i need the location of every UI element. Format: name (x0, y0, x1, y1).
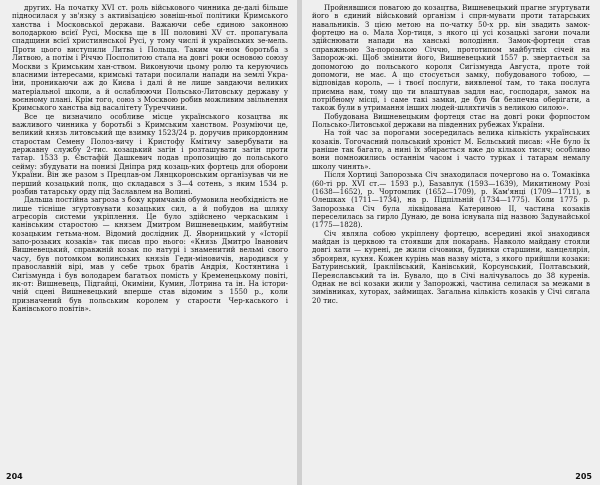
page-number: 204 (6, 472, 23, 481)
right-page-text (312, 4, 590, 468)
paragraph: Після Хортиці Запорозька Січ знаходилася почергово на о. Томаківка (60-ті рр. XVI ст.— 1593 р.), Базавлук (1593—1639), Микитиному Розі (1638—1652), р. Чортомлик (1652—1709), р. Кам'янці (1709—1711), в Олешках (1711—1734), на р. Підпільній (1734—1775). Коли 1775 р. Запорозька Січ була ліквідована Катериною II, частина козаків переселилась за гирло Дунаю, де вона існувала під назвою Задунайської (1775—1828). (312, 170, 590, 230)
paragraph: Пройнявшися повагою до козацтва, Вишневецький прагне згуртувати його в єдиний військовий організм і спря-мувати проти татарських навальників. З цією метою на по-чатку 50-х рр. він звадить замок-фортецю на о. Мала Хор-тиця, з якого ці усі козацькі загони почали здійснювати напади на ханські володіння. Замок-фортеця став справжньою За-порозькою Січчю, прототипом майбутніх січей на Запорож-жі. Щоб змінити його, Вишневецький 1557 р. звертається за допомогою до польського короля Сигізмунда Августа, проте той допомоги, не має. А що стосується замку, побудованого тобою, — відповідав король, — і твоєї послуги, виявленої там, то така послуга приємна нам, тому що ти влаштував задля нас, господаря, замок на потрібному місці, і саме такі замки, де був би безпечна оберігати, а також були в утримання інших людей-шляхтичів з великою силою». (312, 4, 590, 113)
left-page (0, 0, 298, 485)
paragraph: Все це визначило особливе місце українського козацтва як важливого чинника у боротьбі з Кримським ханством. Розуміючи це, великий князь литовський ще взимку 1523/24 р. доручив прикордонним старостам Семену Полоз-вичу і Кристофу Кмітичу завербувати на державну службу 2-тис. козацький загін і розташувати загін проти татар. 1533 р. Євстафій Дашкевич подав пропозицію до польського сейму: збудувати на понизі Дніпра ряд козаць-ких фортець для оборони України. Він же разом з Прецлав-ом Лянцкоронським організував чи не перший козацький полк, що складався з 3—4 сотень, з яким 1534 р. розбив татарську орду під Заславлем на Волині. (12, 111, 288, 196)
paragraph: Дальша постійна загроза з боку кримчаків обумовила необхідність не лише тісніше згуртовувати козацьких сил, а й побудов на шляху агресорів системи укріплення. Це було здійснено черкаським і канівським старостою — князем Дмитром Вишневецьким, майбутнім козацьким гетьма-ном. Відомий дослідник Д. Яворницький у «Історії запо-розьких козаків» так писав про нього: «Князь Дмитро Іванович Вишневецький, справжній козак по натурі і знаменитий вельмі свого часу, був потомком волинських князів Геди-міновичів, народився у православній вірі, мав у себе трьох братів Андрія, Костянтина і Сигізмунда і був володарем багатьох помість у Кременецькому повіті, як-от: Вишневець, Підгайці, Окиміни, Кумин, Лотрина та ін. На істори-чній сцені Вишневецький вперше став відомим з 1550 р., коли призначений був польським королем у старости Чер-каського і Канівського повітів». (12, 195, 288, 313)
paragraph: других. На початку XVI ст. роль військового чинника де-далі більше підносилася у зв'язку з активізацією зовніш-ньої політики Кримського ханства і Московської держави. Важаючи себе єдиною законною володаркою всієї Русі, Москва ще в III половині XV ст. пропагувала спадщини всієї християнської Русі, у тому числі й українських зе-мель. Проти цього виступили Литва і Польща. Таким чи-ном боротьба з Литвою, а потім і Річчю Посполитою стала на довгі роки основою союзу Москви з Кримським хан-ством. Виконуючи цьому ролю та керуючись власними інтересами, кримські татари посилали напади на землі Укра-їни, проникаючи аж до Києва і далі й не лише завдаючи великих матеріальної школи, а й ослаблюючи Польсько-Литовську державу у воєнному плані. Крім того, союз з Москвою робив можливим звільнення Кримського ханства від васалітету Туреччини. (12, 4, 288, 113)
page-number: 205 (575, 472, 592, 481)
paragraph: Січ являла собою укріплену фортецю, всередині якої знаходився майдан із церквою та стоявши для покарань. Навколо майдану стояли довгі хати — курені, де жили січовики, будинки старшини, канцелярія, зброярня, кухня. Кожен курінь мав назву міста, з якого прийшли козаки: Батуринський, Іракліївський, Канівський, Корсунський, Полтавський, Переяславський та ін. Бувало, що в Січі налічувалось до 38 куренів. Однак не всі козаки жили у Запорожжі, частина селилася за межами в зимівниках, хуторах, займищах. Загальна кількість козаків у Січі сягала 20 тис. (312, 228, 590, 305)
paragraph: На той час за порогами зосередилась велика кількість українських козаків. Тогочасний польський хроніст М. Бєльський писав: «Не було їх раніше так багато, а нині їх збирається вже до кількох тисяч; особливо вони помножились останнім часом і часто турках і татарам немалу школу чинять». (312, 128, 590, 171)
right-page (302, 0, 600, 485)
left-page-text (12, 4, 288, 468)
paragraph: Побудована Вишневецьким фортеця стає на довгі роки форпостом Польсько-Литовської держави на південних рубежах України. (312, 111, 590, 130)
